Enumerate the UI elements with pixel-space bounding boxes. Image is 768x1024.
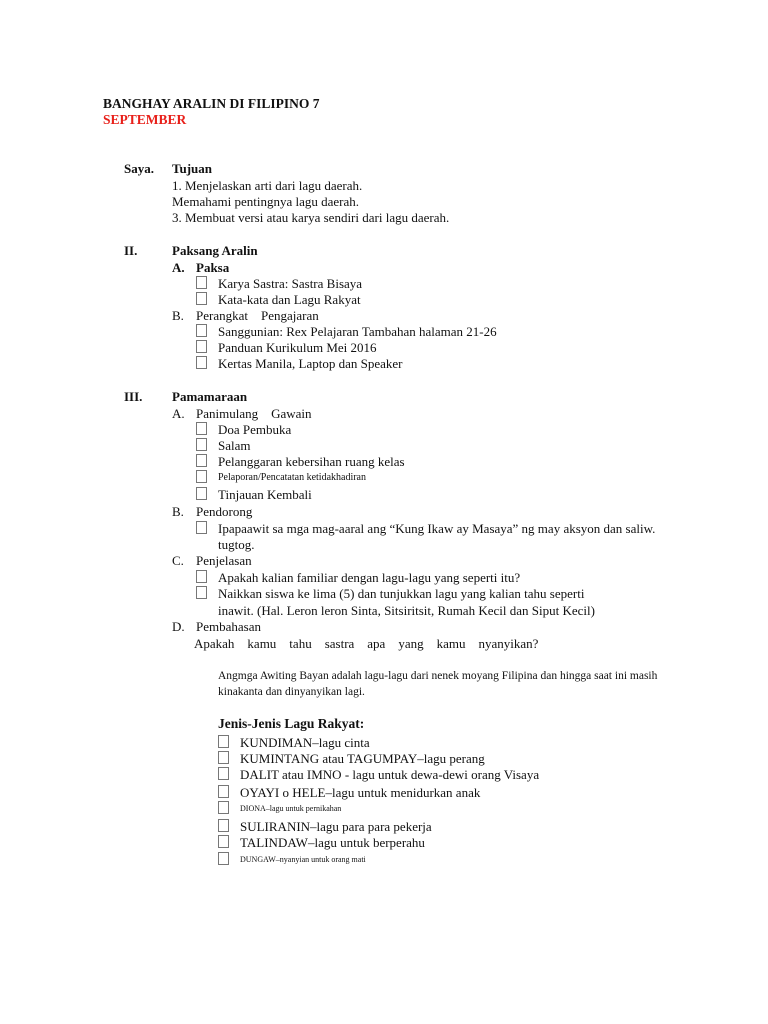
section-3-heading: Pamamaraan xyxy=(172,389,248,404)
bullet-box-icon xyxy=(196,324,207,337)
list-item-text: Kata-kata dan Lagu Rakyat xyxy=(218,292,361,307)
list-item-text: Sanggunian: Rex Pelajaran Tambahan halaman 21-26 xyxy=(218,324,497,339)
section-2-heading: Paksang Aralin xyxy=(172,243,258,258)
discussion-question: Apakah kamu tahu sastra apa yang kamu nyanyikan? xyxy=(194,636,539,651)
subsection-letter: B. xyxy=(172,308,184,323)
list-item xyxy=(196,292,207,308)
song-type: DUNGAW–nyanyian untuk orang mati xyxy=(240,855,366,864)
subsection-letter: D. xyxy=(172,619,185,634)
list-item-text: Panduan Kurikulum Mei 2016 xyxy=(218,340,377,355)
bullet-box-icon xyxy=(196,356,207,369)
bullet-box-icon xyxy=(218,751,229,764)
paragraph-line: Angmga Awiting Bayan adalah lagu-lagu dari nenek moyang Filipina dan hingga saat ini masih xyxy=(218,670,658,682)
list-item xyxy=(196,521,207,537)
list-item xyxy=(196,422,207,438)
paragraph-line: kinakanta dan dinyanyikan lagi. xyxy=(218,686,365,698)
bullet-box-icon xyxy=(218,852,229,865)
subsection-title: Paksa xyxy=(196,260,230,275)
subsection-letter: C. xyxy=(172,553,184,568)
bullet-box-icon xyxy=(196,470,207,483)
bullet-box-icon xyxy=(218,735,229,748)
month-label: SEPTEMBER xyxy=(103,112,187,127)
list-item xyxy=(196,438,207,454)
list-item-text: Karya Sastra: Sastra Bisaya xyxy=(218,276,363,291)
document-title: BANGHAY ARALIN DI FILIPINO 7 xyxy=(103,96,320,111)
list-item-text: Salam xyxy=(218,438,251,453)
bullet-box-icon xyxy=(218,801,229,814)
list-item-text: Doa Pembuka xyxy=(218,422,292,437)
bullet-box-icon xyxy=(196,454,207,467)
song-type: DALIT atau IMNO - lagu untuk dewa-dewi orang Visaya xyxy=(240,767,540,782)
subsection-letter: A. xyxy=(172,260,185,275)
bullet-box-icon xyxy=(218,819,229,832)
list-item xyxy=(218,852,229,868)
section-2-number: II. xyxy=(124,243,138,258)
objective-line: 3. Membuat versi atau karya sendiri dari lagu daerah. xyxy=(172,210,450,225)
song-type: KUNDIMAN–lagu cinta xyxy=(240,735,370,750)
subsection-letter: B. xyxy=(172,504,184,519)
subsection-title: Pendorong xyxy=(196,504,253,519)
list-item xyxy=(218,835,229,851)
objective-line: 1. Menjelaskan arti dari lagu daerah. xyxy=(172,178,363,193)
bullet-box-icon xyxy=(196,521,207,534)
bullet-box-icon xyxy=(196,438,207,451)
list-item-text: Ipapaawit sa mga mag-aaral ang “Kung Ikaw ay Masaya” ng may aksyon dan saliw. xyxy=(218,521,656,536)
list-item-text-continued: tugtog. xyxy=(218,537,255,552)
list-item xyxy=(218,785,229,801)
list-item xyxy=(218,751,229,767)
section-1-heading: Tujuan xyxy=(172,161,212,176)
section-1-number: Saya. xyxy=(124,161,154,176)
bullet-box-icon xyxy=(196,570,207,583)
list-item xyxy=(218,735,229,751)
list-item xyxy=(218,819,229,835)
list-item-text: Kertas Manila, Laptop dan Speaker xyxy=(218,356,403,371)
list-item xyxy=(196,570,207,586)
bullet-box-icon xyxy=(196,422,207,435)
list-item-text: Tinjauan Kembali xyxy=(218,487,312,502)
section-3-number: III. xyxy=(124,389,143,404)
objective-line: Memahami pentingnya lagu daerah. xyxy=(172,194,359,209)
list-item xyxy=(196,470,207,486)
subsection-title: Perangkat Pengajaran xyxy=(196,308,319,323)
list-item-text: Pelanggaran kebersihan ruang kelas xyxy=(218,454,405,469)
list-item xyxy=(196,276,207,292)
bullet-box-icon xyxy=(196,340,207,353)
bullet-box-icon xyxy=(196,292,207,305)
list-item-text: Pelaporan/Pencatatan ketidakhadiran xyxy=(218,472,366,483)
song-type: TALINDAW–lagu untuk berperahu xyxy=(240,835,425,850)
bullet-box-icon xyxy=(218,785,229,798)
list-item xyxy=(196,340,207,356)
types-heading: Jenis-Jenis Lagu Rakyat: xyxy=(218,716,365,731)
list-item xyxy=(196,356,207,372)
list-item-text-continued: inawit. (Hal. Leron leron Sinta, Sitsiritsit, Rumah Kecil dan Siput Kecil) xyxy=(218,603,595,618)
subsection-title: Pembahasan xyxy=(196,619,261,634)
list-item xyxy=(196,324,207,340)
subsection-letter: A. xyxy=(172,406,185,421)
bullet-box-icon xyxy=(196,276,207,289)
list-item xyxy=(218,801,229,817)
list-item xyxy=(196,586,207,602)
list-item-text: Apakah kalian familiar dengan lagu-lagu yang seperti itu? xyxy=(218,570,521,585)
list-item xyxy=(196,487,207,503)
song-type: OYAYI o HELE–lagu untuk menidurkan anak xyxy=(240,785,481,800)
list-item-text: Naikkan siswa ke lima (5) dan tunjukkan lagu yang kalian tahu seperti xyxy=(218,586,585,601)
bullet-box-icon xyxy=(218,767,229,780)
bullet-box-icon xyxy=(218,835,229,848)
bullet-box-icon xyxy=(196,487,207,500)
song-type: KUMINTANG atau TAGUMPAY–lagu perang xyxy=(240,751,485,766)
list-item xyxy=(218,767,229,783)
subsection-title: Panimulang Gawain xyxy=(196,406,312,421)
song-type: SULIRANIN–lagu para para pekerja xyxy=(240,819,432,834)
bullet-box-icon xyxy=(196,586,207,599)
song-type: DIONA–lagu untuk pernikahan xyxy=(240,804,342,813)
subsection-title: Penjelasan xyxy=(196,553,252,568)
list-item xyxy=(196,454,207,470)
